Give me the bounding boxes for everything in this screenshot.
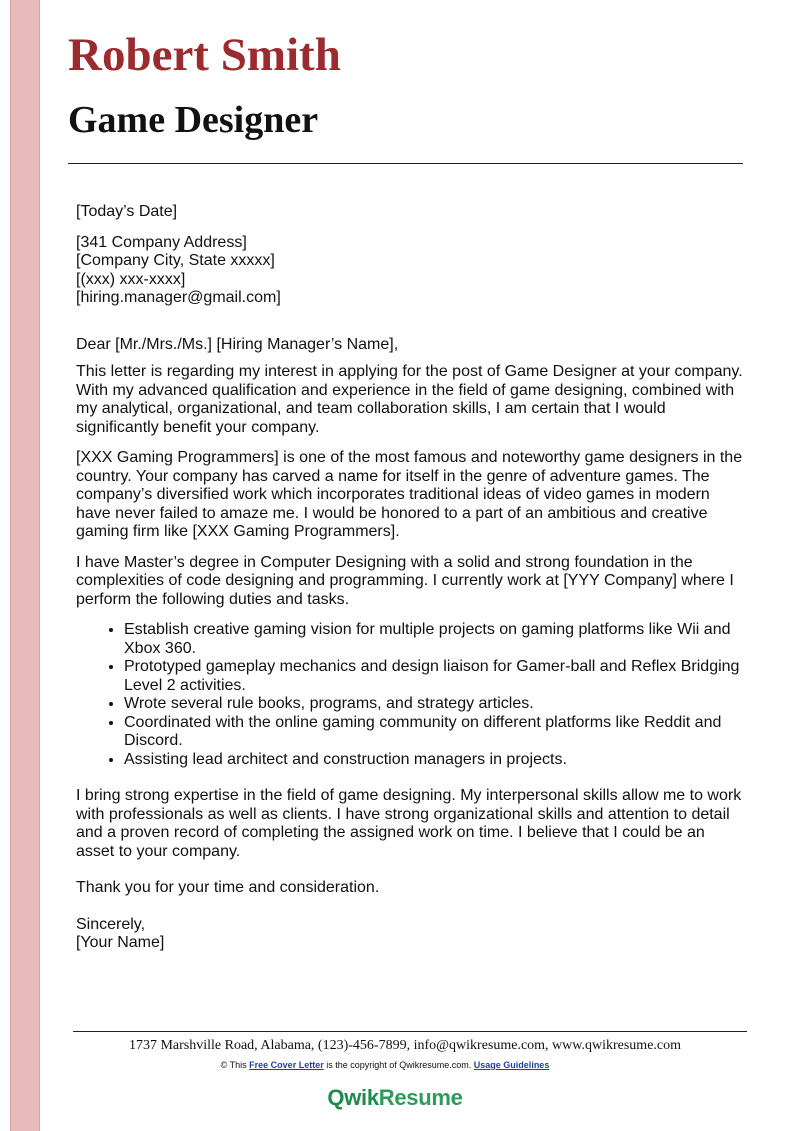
logo-resume: Resume <box>378 1085 463 1110</box>
paragraph: [XXX Gaming Programmers] is one of the most famous and noteworthy game designers in the country. Your company has carved a name for itself in the genre of adventure games. The company’s diversified work which incorporates traditional ideas of video games in modern have never failed to amaze me. I would be honored to a part of an ambitious and creative gaming firm like [XXX Gaming Programmers]. <box>76 449 743 540</box>
free-cover-letter-link[interactable]: Free Cover Letter <box>249 1060 324 1070</box>
signoff: Sincerely, <box>76 915 146 933</box>
signature-block <box>76 916 746 953</box>
thanks-line: Thank you for your time and consideration. <box>76 879 380 896</box>
decorative-side-bar <box>10 0 40 1131</box>
recipient-line: [Company City, State xxxxx] <box>76 252 275 269</box>
closing-paragraph: I bring strong expertise in the field of game designing. My interpersonal skills allow me to work with professionals as well as clients. I have strong organizational skills and attention to detail and a proven record of completing the assigned work on time. I believe that I could be an asset to your company. <box>76 787 742 860</box>
duties-list <box>76 621 746 769</box>
applicant-name: Robert Smith <box>68 29 341 81</box>
letter-date: [Today’s Date] <box>76 203 178 220</box>
salutation: Dear [Mr./Mrs./Ms.] [Hiring Manager’s Name], <box>76 335 399 353</box>
copyright-prefix: This <box>229 1060 247 1070</box>
letter-body <box>76 203 746 953</box>
qwikresume-logo <box>0 1085 790 1111</box>
duty-item: • Wrote several rule books, programs, and strategy articles. <box>124 695 746 714</box>
signature-name: [Your Name] <box>76 934 165 951</box>
recipient-line: [341 Company Address] <box>76 233 247 251</box>
paragraph: This letter is regarding my interest in applying for the post of Game Designer at your company. With my advanced qualification and experience in the field of game designing, combined with my analytical, organizational, and team collaboration skills, I am certain that I would significantly benefit your company. <box>76 363 743 436</box>
duty-item: • Assisting lead architect and construction managers in projects. <box>124 751 746 770</box>
usage-guidelines-link[interactable]: Usage Guidelines <box>473 1060 550 1070</box>
copyright-icon: © <box>220 1060 228 1070</box>
copyright-text: is the copyright of Qwikresume.com. <box>326 1060 472 1070</box>
recipient-line: [hiring.manager@gmail.com] <box>76 289 281 306</box>
logo-qwik: Qwik <box>327 1085 379 1110</box>
copyright-notice <box>0 1060 770 1070</box>
footer-divider <box>73 1031 747 1032</box>
recipient-address <box>76 234 746 308</box>
paragraph: I have Master’s degree in Computer Designing with a solid and strong foundation in the complexities of code designing and programming. I currently work at [YYY Company] where I perform the following duties and tasks. <box>76 553 734 608</box>
header-divider <box>68 163 743 164</box>
duty-item: • Coordinated with the online gaming community on different platforms like Reddit and Discord. <box>124 714 746 751</box>
footer-address: 1737 Marshville Road, Alabama, (123)-456-7899, info@qwikresume.com, www.qwikresume.com <box>128 1038 682 1053</box>
duty-item: • Prototyped gameplay mechanics and design liaison for Gamer-ball and Reflex Bridging Level 2 activities. <box>124 658 746 695</box>
job-title: Game Designer <box>68 99 319 141</box>
recipient-line: [(xxx) xxx-xxxx] <box>76 270 186 288</box>
duty-item: • Establish creative gaming vision for multiple projects on gaming platforms like Wii and Xbox 360. <box>124 621 746 658</box>
